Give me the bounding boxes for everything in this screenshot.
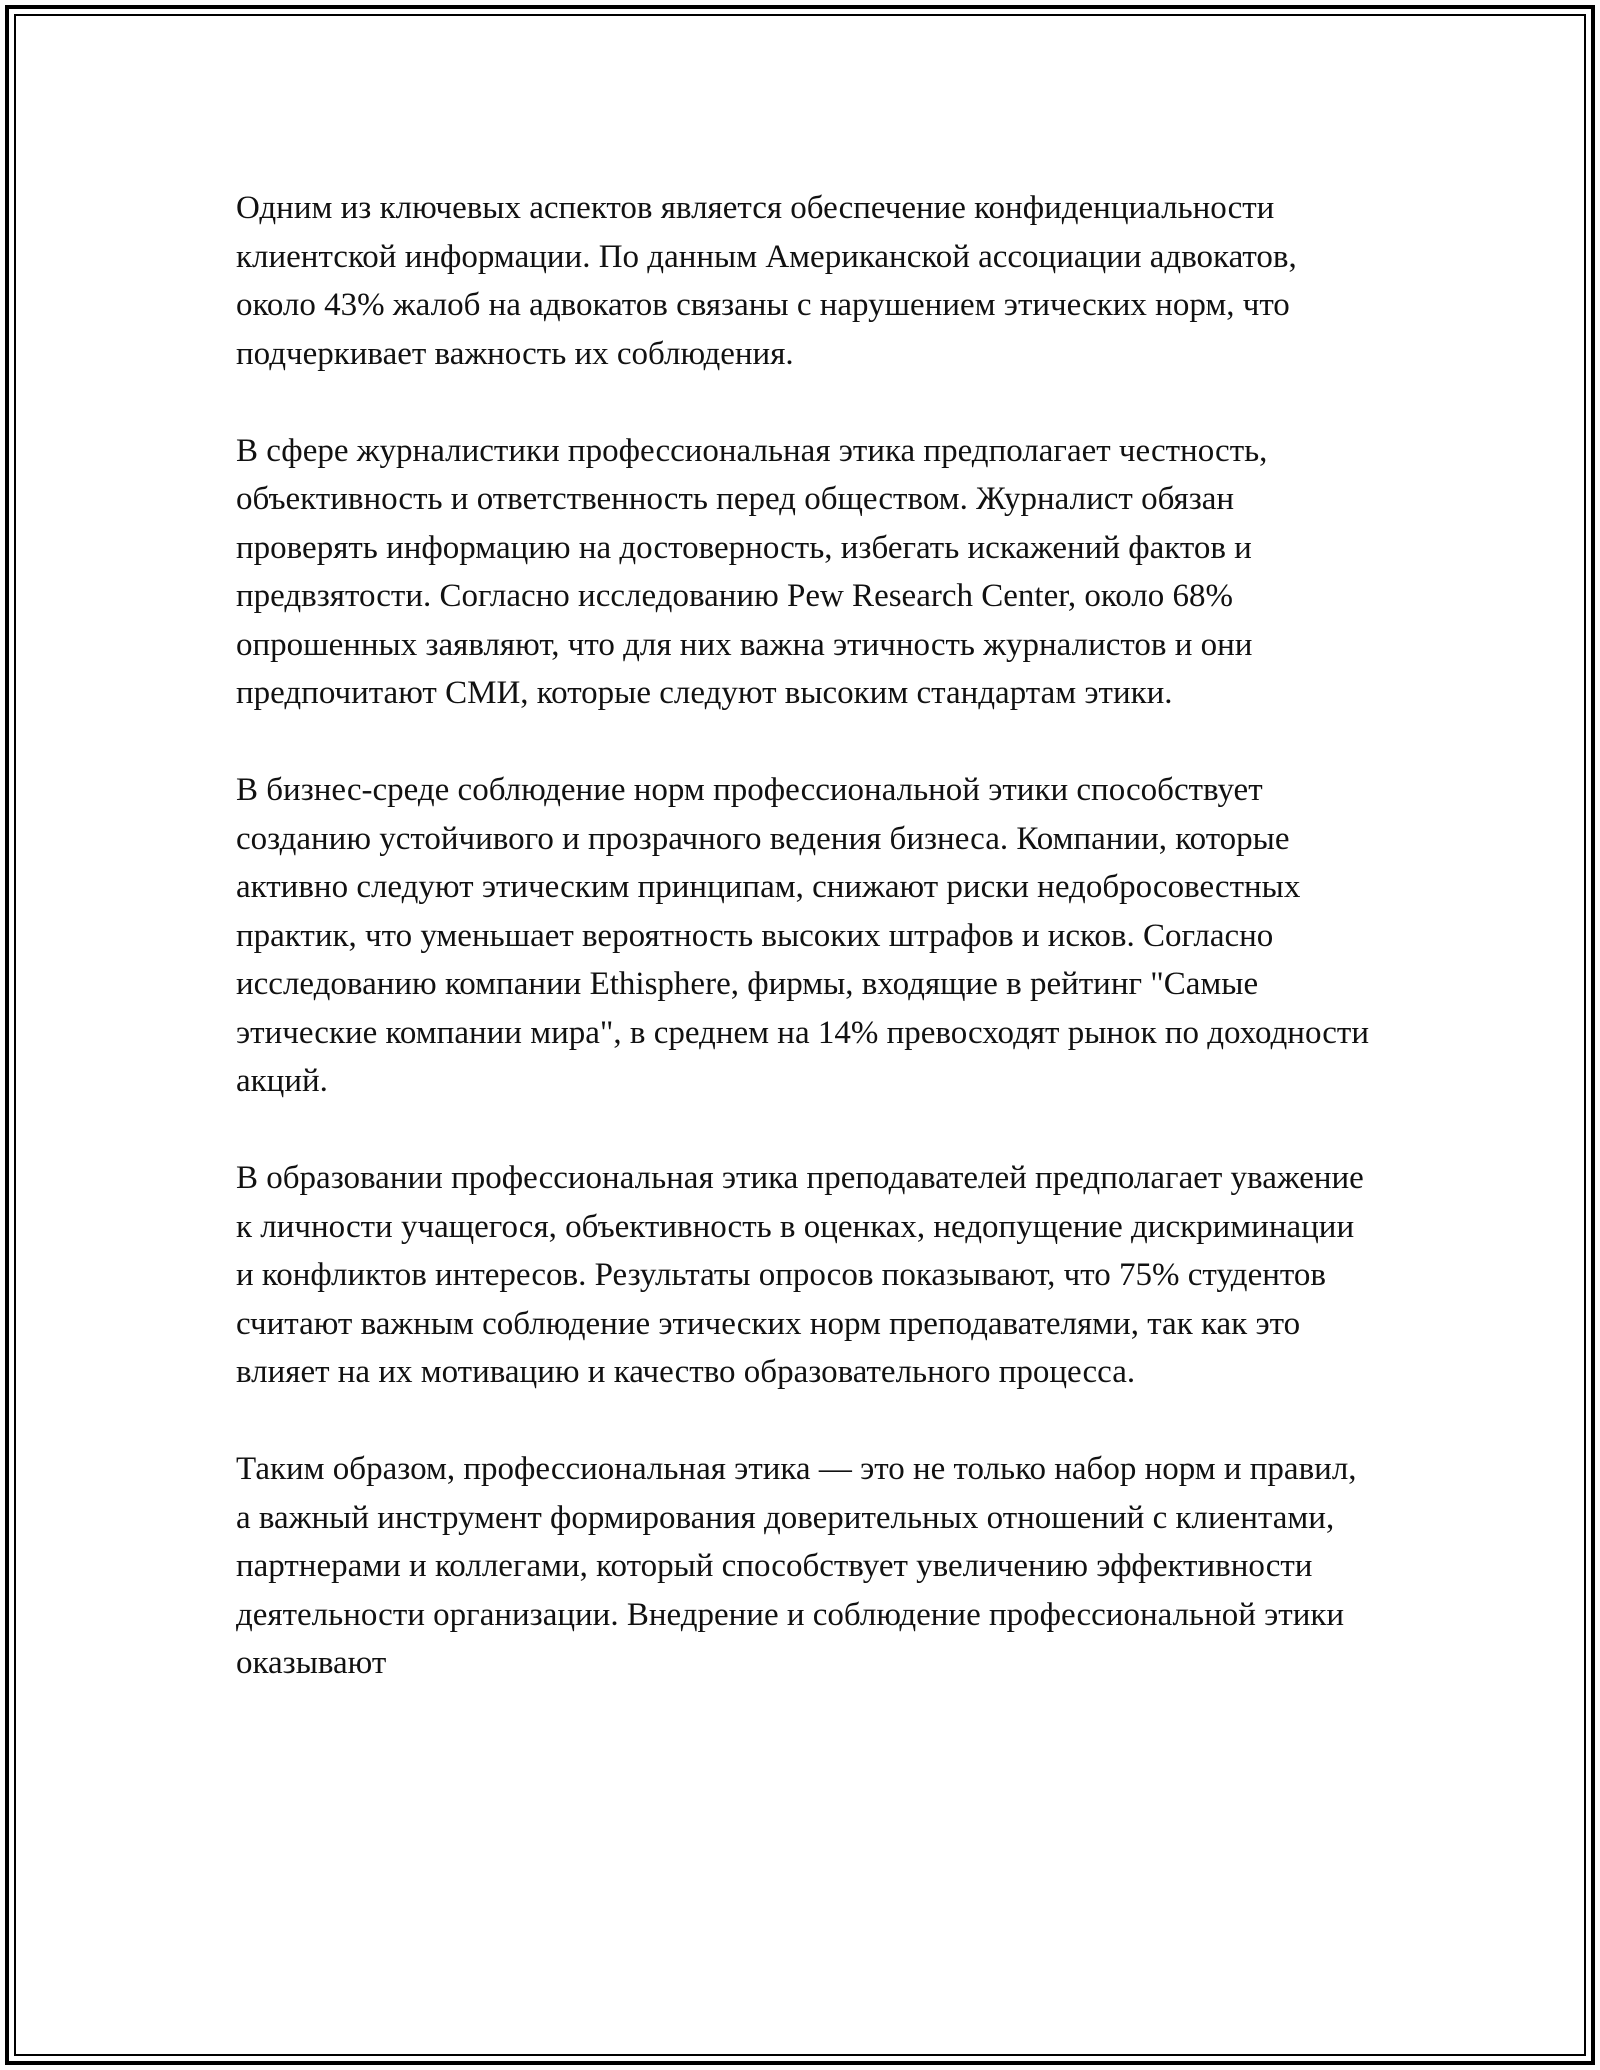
paragraph-client-confidentiality: Одним из ключевых аспектов является обеспечение конфиденциальности клиентской информации. По данным Американской ассоциации адвокатов, около 43% жалоб на адвокатов связаны с нарушением этических норм, что подчеркивает важность их соблюдения. [236, 190, 1297, 372]
paragraph-conclusion: Таким образом, профессиональная этика — это не только набор норм и правил, а важный инструмент формирования доверительных отношений с клиентами, партнерами и коллегами, который способствует увеличению эффективности деятельности организации. Внедрение и соблюдение профессиональной этики оказывают [236, 1451, 1357, 1681]
document-body [236, 184, 1376, 1688]
paragraph-education-ethics: В образовании профессиональная этика преподавателей предполагает уважение к личности учащегося, объективность в оценках, недопущение дискриминации и конфликтов интересов. Результаты опросов показывают, что 75% студентов считают важным соблюдение этических норм преподавателями, так как это влияет на их мотивацию и качество образовательного процесса. [236, 1160, 1364, 1390]
paragraph-business-ethics: В бизнес-среде соблюдение норм профессиональной этики способствует созданию устойчивого и прозрачного ведения бизнеса. Компании, которые активно следуют этическим принципам, снижают риски недобросовестных практик, что уменьшает вероятность высоких штрафов и исков. Согласно исследованию компании Ethisphere, фирмы, входящие в рейтинг "Самые этические компании мира", в среднем на 14% превосходят рынок по доходности акций. [236, 772, 1369, 1099]
paragraph-journalism-ethics: В сфере журналистики профессиональная этика предполагает честность, объективность и ответственность перед обществом. Журналист обязан проверять информацию на достоверность, избегать искажений фактов и предвзятости. Согласно исследованию Pew Research Center, около 68% опрошенных заявляют, что для них важна этичность журналистов и они предпочитают СМИ, которые следуют высоким стандартам этики. [236, 432, 1268, 711]
